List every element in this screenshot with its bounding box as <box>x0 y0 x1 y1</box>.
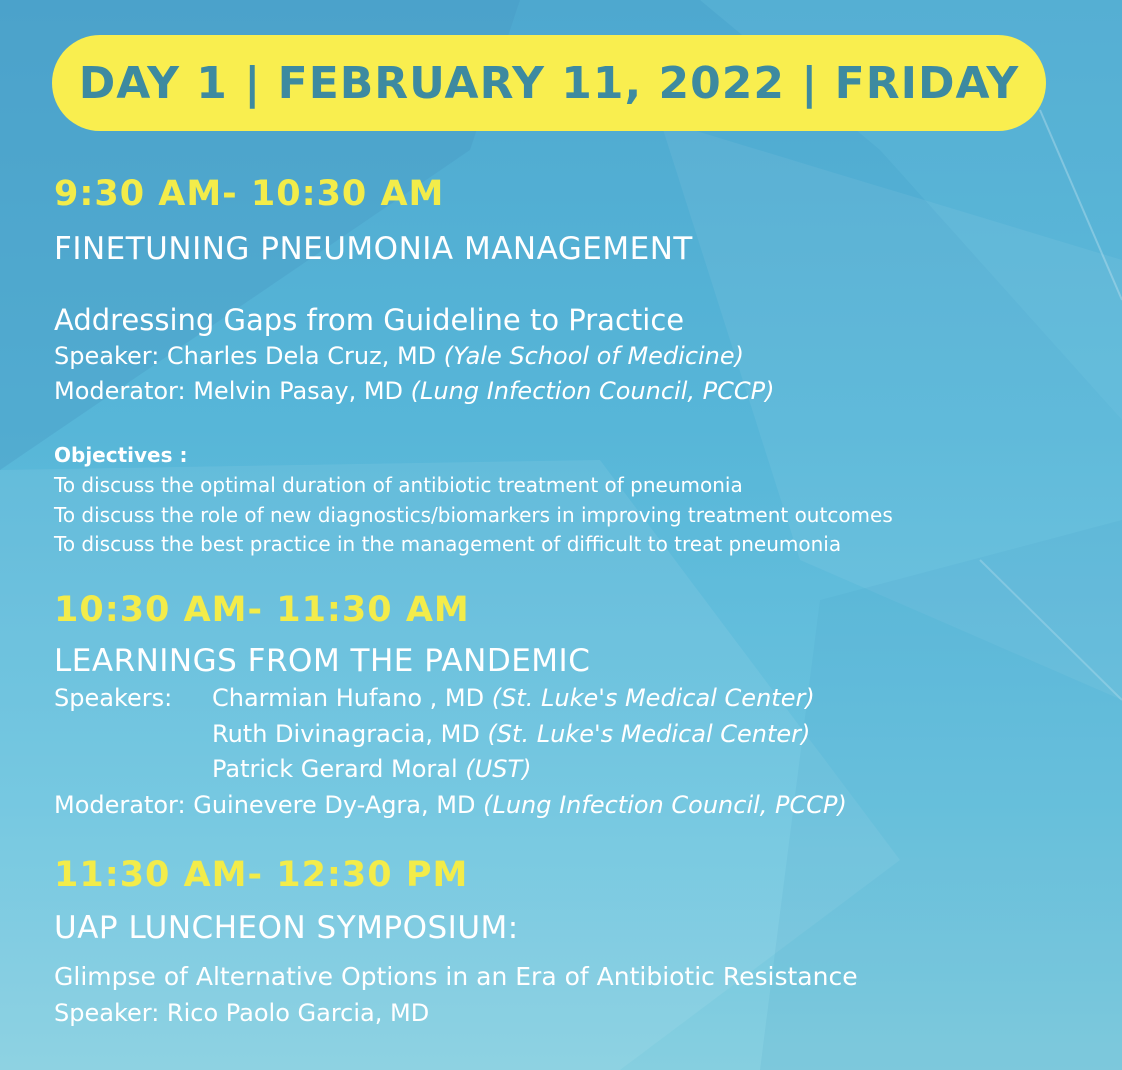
session1-speaker-name: Speaker: Charles Dela Cruz, MD <box>54 342 444 370</box>
session1-time: 9:30 AM- 10:30 AM <box>54 174 445 214</box>
session1-moderator-affiliation: (Lung Infection Council, PCCP) <box>410 377 775 405</box>
objective-item: To discuss the best practice in the management of difficult to treat pneumonia <box>54 532 842 556</box>
session2-speaker-affiliation: (St. Luke's Medical Center) <box>491 684 815 712</box>
session2-speaker <box>212 720 810 748</box>
session2-time: 10:30 AM- 11:30 AM <box>54 590 470 630</box>
session2-moderator-affiliation: (Lung Infection Council, PCCP) <box>483 791 847 819</box>
session3-talk-title: Glimpse of Alternative Options in an Era of Antibiotic Resistance <box>54 962 858 991</box>
session2-speakers-label: Speakers: <box>54 684 173 712</box>
session2-speaker-affiliation: (UST) <box>465 755 532 783</box>
session3-time: 11:30 AM- 12:30 PM <box>54 855 469 895</box>
session1-title: FINETUNING PNEUMONIA MANAGEMENT <box>54 231 693 267</box>
session1-moderator-name: Moderator: Melvin Pasay, MD <box>54 377 411 405</box>
session2-moderator <box>54 791 847 819</box>
session2-speaker <box>212 755 531 783</box>
day-banner <box>52 35 1046 131</box>
objective-item: To discuss the role of new diagnostics/biomarkers in improving treatment outcomes <box>54 503 893 527</box>
session2-moderator-name: Moderator: Guinevere Dy-Agra, MD <box>54 791 484 819</box>
session2-speaker-name: Patrick Gerard Moral <box>212 755 466 783</box>
day-banner-text: DAY 1 | FEBRUARY 11, 2022 | FRIDAY <box>78 57 1020 109</box>
objective-item: To discuss the optimal duration of antibiotic treatment of pneumonia <box>54 473 743 497</box>
session2-speaker-affiliation: (St. Luke's Medical Center) <box>487 720 811 748</box>
session2-speaker-name: Charmian Hufano , MD <box>212 684 492 712</box>
objectives-title: Objectives : <box>54 443 188 467</box>
session2-speaker <box>212 684 815 712</box>
session1-speaker <box>54 342 744 370</box>
session1-talk-title: Addressing Gaps from Guideline to Practice <box>54 303 685 337</box>
session3-speaker: Speaker: Rico Paolo Garcia, MD <box>54 999 430 1027</box>
session2-title: LEARNINGS FROM THE PANDEMIC <box>54 643 591 679</box>
session1-moderator <box>54 377 774 405</box>
session3-title: UAP LUNCHEON SYMPOSIUM: <box>54 910 519 946</box>
session1-speaker-affiliation: (Yale School of Medicine) <box>443 342 745 370</box>
session2-speaker-name: Ruth Divinagracia, MD <box>212 720 488 748</box>
